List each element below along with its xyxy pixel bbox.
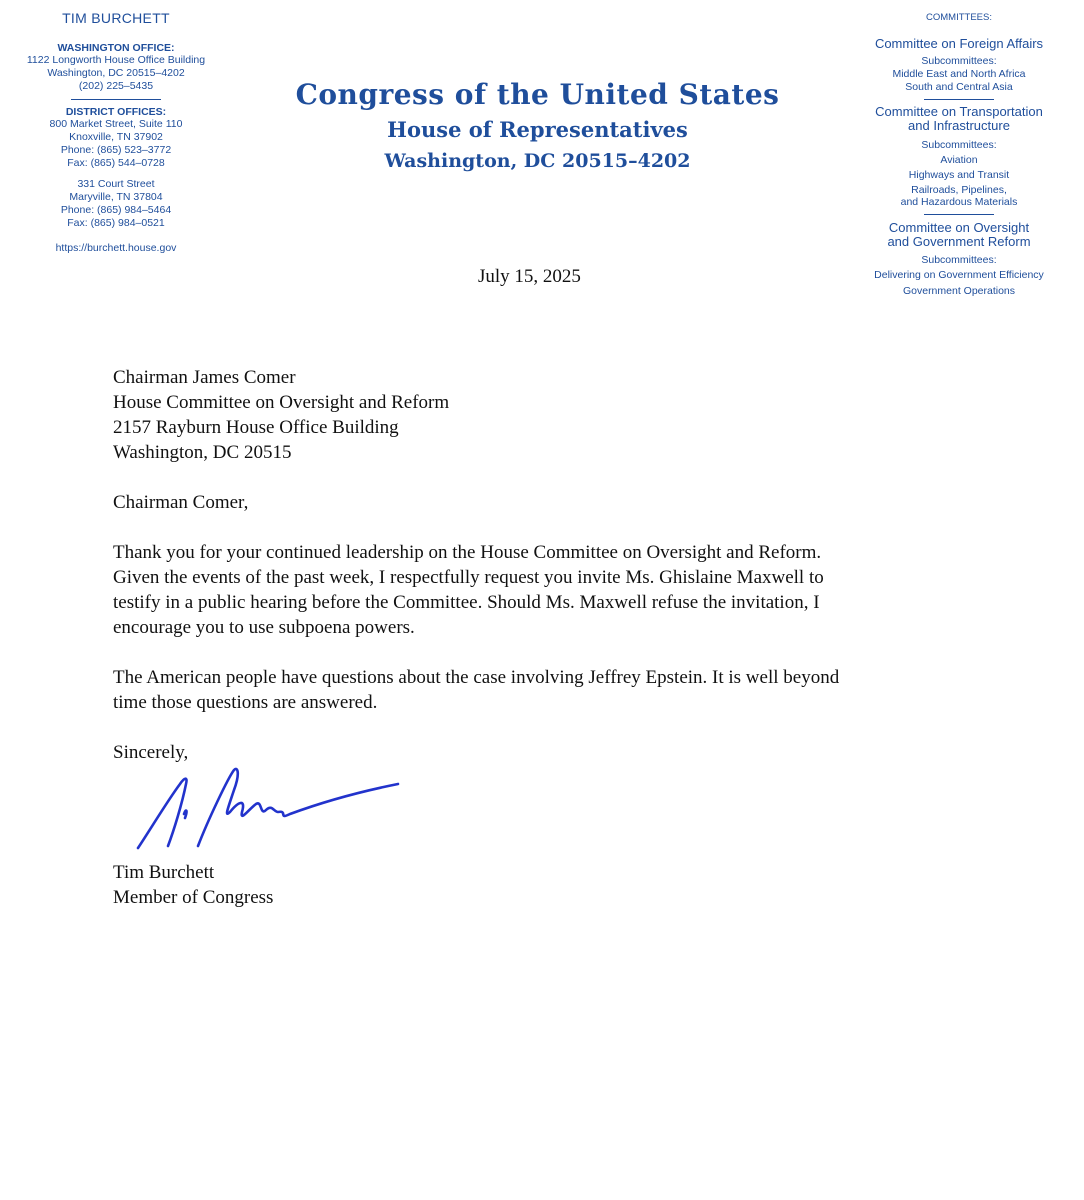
district-office-line: Phone: (865) 523–3772 (60, 144, 172, 156)
subcommittees-heading: Subcommittees: (921, 254, 997, 266)
district-office-line: 800 Market Street, Suite 110 (49, 118, 183, 130)
body-paragraph-1 (113, 540, 1013, 640)
body-paragraph-2 (113, 665, 1013, 715)
handwritten-signature (128, 760, 408, 860)
divider (71, 99, 161, 100)
masthead-congress: Congress of the United States (295, 78, 780, 111)
committee-name: and Government Reform (887, 234, 1031, 249)
washington-office-heading: WASHINGTON OFFICE: (57, 42, 175, 54)
subcommittee-item: Middle East and North Africa (892, 68, 1026, 80)
member-contact-column (0, 10, 232, 255)
subcommittees-heading: Subcommittees: (921, 139, 997, 151)
district-office-line: Fax: (865) 984–0521 (67, 217, 165, 229)
recipient-address (113, 365, 1013, 465)
subcommittee-item: Highways and Transit (908, 169, 1010, 181)
salutation: Chairman Comer, (113, 492, 249, 513)
committee-name: and Infrastructure (908, 118, 1010, 133)
district-office-line: Fax: (865) 544–0728 (67, 157, 165, 169)
washington-office-line: Washington, DC 20515–4202 (47, 67, 185, 79)
letter-date: July 15, 2025 (478, 266, 581, 287)
district-office-line: 331 Court Street (77, 178, 155, 190)
body-line: Given the events of the past week, I respectfully request you invite Ms. Ghislaine Maxwell to (113, 567, 824, 588)
letter-body (113, 365, 1013, 765)
district-office-line: Maryville, TN 37804 (69, 191, 163, 203)
subcommittee-item: Government Operations (902, 285, 1016, 297)
masthead (270, 78, 805, 172)
recipient-line: 2157 Rayburn House Office Building (113, 417, 399, 438)
body-line: testify in a public hearing before the Committee. Should Ms. Maxwell refuse the invitation, I (113, 592, 820, 613)
signer-title: Member of Congress (113, 887, 274, 908)
body-line: Thank you for your continued leadership on the House Committee on Oversight and Reform. (113, 542, 822, 563)
divider (924, 99, 994, 100)
closing: Sincerely, (113, 742, 189, 763)
subcommittee-item: Railroads, Pipelines, (911, 184, 1007, 196)
district-office-line: Knoxville, TN 37902 (69, 131, 163, 143)
divider (924, 214, 994, 215)
committee-name: Committee on Foreign Affairs (874, 36, 1044, 51)
recipient-line: Washington, DC 20515 (113, 442, 292, 463)
masthead-address: Washington, DC 20515–4202 (384, 150, 691, 172)
body-line: The American people have questions about the case involving Jeffrey Epstein. It is well beyond (113, 667, 840, 688)
signer-block (113, 860, 273, 910)
committee-name: Committee on Transportation (875, 104, 1043, 119)
subcommittee-item: and Hazardous Materials (900, 196, 1018, 208)
member-name: TIM BURCHETT (62, 10, 170, 26)
website-link[interactable]: https://burchett.house.gov (55, 242, 177, 254)
body-line: time those questions are answered. (113, 692, 378, 713)
washington-office-line: 1122 Longworth House Office Building (26, 54, 206, 66)
subcommittee-item: Aviation (940, 154, 978, 166)
subcommittees-heading: Subcommittees: (921, 55, 997, 67)
recipient-line: House Committee on Oversight and Reform (113, 392, 450, 413)
washington-office-line: (202) 225–5435 (78, 80, 154, 92)
recipient-line: Chairman James Comer (113, 367, 296, 388)
body-line: encourage you to use subpoena powers. (113, 617, 415, 638)
committees-column (848, 11, 1070, 298)
subcommittee-item: South and Central Asia (905, 81, 1013, 93)
district-offices-heading: DISTRICT OFFICES: (65, 106, 167, 118)
signer-name: Tim Burchett (113, 862, 215, 883)
committee-name: Committee on Oversight (888, 220, 1030, 235)
committees-heading: COMMITTEES: (926, 12, 992, 23)
district-office-line: Phone: (865) 984–5464 (60, 204, 172, 216)
subcommittee-item: Delivering on Government Efficiency (874, 269, 1044, 281)
masthead-house: House of Representatives (387, 117, 688, 142)
